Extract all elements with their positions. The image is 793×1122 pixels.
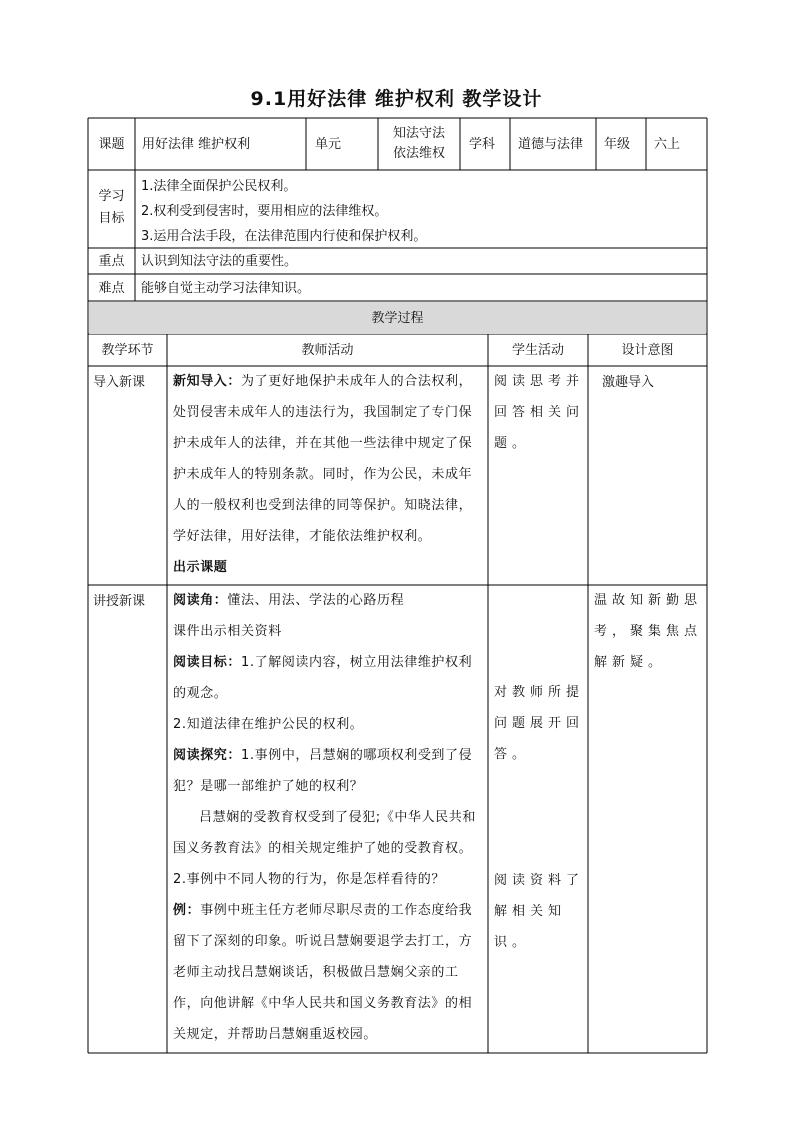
reading-angle-bold: 阅读角： xyxy=(173,593,228,608)
intent-new-lesson: 温故知新勤思考，聚集焦点解新疑。 xyxy=(594,593,703,670)
unit-value-line-2: 依法维权 xyxy=(392,146,445,161)
reading-goal-1-text: 1.了解阅读内容，树立用法律维护权利的观念。 xyxy=(173,655,473,701)
show-topic: 出示课题 xyxy=(173,560,228,575)
stage-intro: 导入新课 xyxy=(93,375,146,390)
stage-new-lesson: 讲授新课 xyxy=(93,594,146,609)
reading-goal-2: 2.知道法律在维护公民的权利。 xyxy=(173,717,364,732)
subject-value: 道德与法律 xyxy=(518,137,584,152)
reading-goal-1 xyxy=(173,647,484,709)
column-header-student: 学生活动 xyxy=(511,343,564,358)
key-point-value: 认识到知法守法的重要性。 xyxy=(141,254,298,269)
difficulty-value: 能够自觉主动学习法律知识。 xyxy=(141,281,311,296)
intro-lead-bold: 新知导入： xyxy=(173,374,242,389)
question-1-text: 1.事例中，吕慧娴的哪项权利受到了侵犯？是哪一部维护了她的权利？ xyxy=(173,748,473,794)
difficulty-label: 难点 xyxy=(98,281,125,296)
reading-angle-text: 懂法、用法、学法的心路历程 xyxy=(227,593,405,608)
unit-value-line-1: 知法守法 xyxy=(392,126,445,141)
process-header: 教学过程 xyxy=(89,302,706,334)
column-header-teacher: 教师活动 xyxy=(301,343,354,358)
goals-label xyxy=(88,170,135,248)
intro-paragraph xyxy=(173,366,484,552)
goal-item: 3.运用合法手段，在法律范围内行使和保护权利。 xyxy=(141,229,427,244)
intent-intro: 激趣导入 xyxy=(602,375,655,390)
column-header-intent: 设计意图 xyxy=(621,343,674,358)
unit-label: 单元 xyxy=(315,137,342,152)
student-activity-intro: 阅读思考并回答相关问题。 xyxy=(494,374,585,451)
student-activity-answer: 对教师所提问题展开回答。 xyxy=(494,685,585,762)
intro-lead-text: 为了更好地保护未成年人的合法权利，处罚侵害未成年人的违法行为，我国制定了专门保护未成年人的法律，并在其他一些法律中规定了保护未成年人的特别条款。同时，作为公民，未成年人的一般权利也受到法律的同等保护。知晓法律，学好法律，用好法律，才能依法维护权利。 xyxy=(173,374,473,544)
topic-label: 课题 xyxy=(98,137,125,152)
goal-item: 1.法律全面保护公民权利。 xyxy=(141,179,297,194)
example-text: 事例中班主任方老师尽职尽责的工作态度给我留下了深刻的印象。听说吕慧娴要退学去打工，方老师主动找吕慧娴谈话，积极做吕慧娴父亲的工作，向他讲解《中华人民共和国义务教育法》的相关规定，并帮助吕慧娴重返校园。 xyxy=(173,903,473,1042)
example-paragraph xyxy=(173,895,484,1050)
reading-explore-bold: 阅读探究： xyxy=(173,748,242,763)
question-2: 2.事例中不同人物的行为，你是怎样看待的？ xyxy=(173,872,446,887)
document-title: 9.1用好法律 维护权利 教学设计 xyxy=(250,88,543,110)
goals-list xyxy=(141,174,701,246)
teacher-activity-intro xyxy=(173,366,484,585)
topic-value: 用好法律 维护权利 xyxy=(142,137,251,152)
grade-value: 六上 xyxy=(654,137,681,152)
answer-1: 吕慧娴的受教育权受到了侵犯;《中华人民共和国义务教育法》的相关规定维护了她的受教育权。 xyxy=(173,810,476,856)
key-point-label: 重点 xyxy=(98,254,125,269)
reading-explore-q1 xyxy=(173,740,484,802)
goals-label-line-2: 目标 xyxy=(98,211,125,226)
reading-angle xyxy=(173,585,484,616)
show-material: 课件出示相关资料 xyxy=(173,624,282,639)
subject-label: 学科 xyxy=(469,137,496,152)
unit-value xyxy=(378,118,460,170)
reading-goal-bold: 阅读目标： xyxy=(173,655,242,670)
example-bold: 例： xyxy=(173,903,201,918)
teacher-activity-new-lesson xyxy=(173,585,484,1053)
goal-item: 2.权利受到侵害时，要用相应的法律维权。 xyxy=(141,204,388,219)
goals-label-line-1: 学习 xyxy=(98,189,125,204)
student-activity-reading: 阅读资料了解相关知识。 xyxy=(494,873,585,950)
grade-label: 年级 xyxy=(604,137,631,152)
column-header-stage: 教学环节 xyxy=(101,343,154,358)
